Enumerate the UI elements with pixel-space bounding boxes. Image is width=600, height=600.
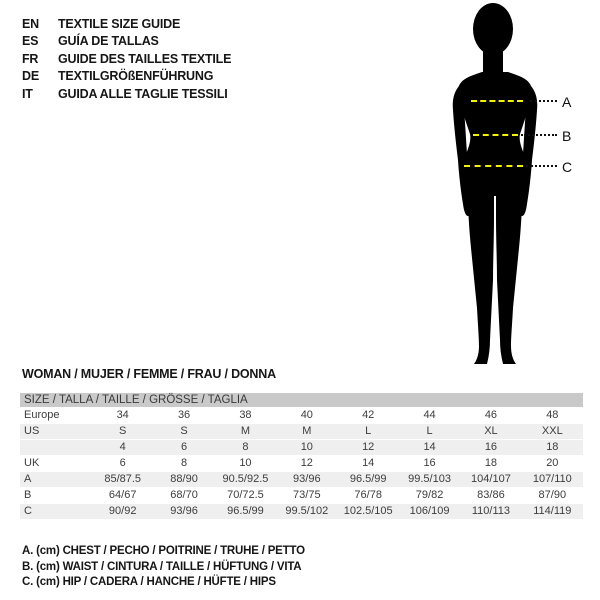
table-cell: 6	[153, 440, 214, 456]
table-cell: 93/96	[153, 504, 214, 520]
measurement-line-b-dash	[473, 134, 518, 136]
table-cell: 85/87.5	[92, 472, 153, 488]
language-label: GUIDE DES TAILLES TEXTILE	[58, 51, 232, 66]
table-cell: 79/82	[399, 488, 460, 504]
language-list	[22, 16, 231, 103]
row-label	[20, 440, 92, 456]
table-row	[20, 456, 583, 472]
language-row	[22, 51, 231, 68]
table-cell: 76/78	[338, 488, 399, 504]
table-cell: 93/96	[276, 472, 337, 488]
table-cell: 102.5/105	[338, 504, 399, 520]
table-cell: 18	[522, 440, 583, 456]
table-cell: 96.5/99	[338, 472, 399, 488]
row-label: Europe	[20, 408, 92, 424]
table-cell: 34	[92, 408, 153, 424]
legend-line: A. (cm) CHEST / PECHO / POITRINE / TRUHE / PETTO	[22, 545, 305, 557]
table-cell: 64/67	[92, 488, 153, 504]
size-table	[20, 393, 583, 520]
row-label: UK	[20, 456, 92, 472]
table-cell: 88/90	[153, 472, 214, 488]
measurement-line-c-dash	[464, 165, 523, 167]
table-cell: 16	[399, 456, 460, 472]
measurement-label-b: B	[562, 128, 572, 144]
table-cell: 14	[399, 440, 460, 456]
table-cell: 114/119	[522, 504, 583, 520]
row-label: US	[20, 424, 92, 440]
language-label: GUÍA DE TALLAS	[58, 34, 159, 49]
table-cell: 10	[215, 456, 276, 472]
language-row	[22, 16, 231, 33]
table-cell: 90/92	[92, 504, 153, 520]
table-cell: 36	[153, 408, 214, 424]
table-cell: 6	[92, 456, 153, 472]
table-cell: 48	[522, 408, 583, 424]
table-cell: 104/107	[460, 472, 521, 488]
silhouette-torso-legs	[458, 72, 532, 364]
section-title: WOMAN / MUJER / FEMME / FRAU / DONNA	[22, 367, 276, 381]
row-label: A	[20, 472, 92, 488]
table-cell: 107/110	[522, 472, 583, 488]
language-row	[22, 33, 231, 50]
table-row	[20, 440, 583, 456]
woman-silhouette	[448, 2, 542, 366]
table-cell: 20	[522, 456, 583, 472]
table-cell: XL	[460, 424, 521, 440]
table-cell: 12	[276, 456, 337, 472]
table-cell: 96.5/99	[215, 504, 276, 520]
legend-line: C. (cm) HIP / CADERA / HANCHE / HÜFTE / HIPS	[22, 576, 276, 588]
row-label: C	[20, 504, 92, 520]
table-cell: 10	[276, 440, 337, 456]
language-code: DE	[22, 69, 39, 84]
measurement-line-c-leader	[526, 165, 557, 167]
silhouette-neck	[483, 44, 503, 74]
table-cell: 42	[338, 408, 399, 424]
language-code: ES	[22, 34, 39, 49]
table-cell: 16	[460, 440, 521, 456]
table-cell: 8	[215, 440, 276, 456]
table-row	[20, 408, 583, 424]
table-cell: 68/70	[153, 488, 214, 504]
language-label: TEXTILE SIZE GUIDE	[58, 17, 181, 31]
language-row	[22, 86, 231, 103]
table-cell: 70/72.5	[215, 488, 276, 504]
table-cell: 40	[276, 408, 337, 424]
table-row	[20, 424, 583, 440]
table-cell: L	[399, 424, 460, 440]
measurement-line-a-dash	[471, 100, 523, 102]
table-cell: 106/109	[399, 504, 460, 520]
table-cell: 14	[338, 456, 399, 472]
table-cell: M	[215, 424, 276, 440]
table-cell: 87/90	[522, 488, 583, 504]
table-cell: 83/86	[460, 488, 521, 504]
table-cell: XXL	[522, 424, 583, 440]
table-cell: S	[153, 424, 214, 440]
table-cell: 4	[92, 440, 153, 456]
table-cell: L	[338, 424, 399, 440]
table-cell: S	[92, 424, 153, 440]
table-header-row	[20, 393, 583, 408]
table-cell: M	[276, 424, 337, 440]
row-label: B	[20, 488, 92, 504]
table-row	[20, 472, 583, 488]
table-row	[20, 488, 583, 504]
language-code: FR	[22, 51, 39, 66]
table-cell: 44	[399, 408, 460, 424]
language-label: GUIDA ALLE TAGLIE TESSILI	[58, 86, 228, 101]
measurement-line-a-leader	[530, 100, 557, 102]
woman-silhouette-svg	[448, 2, 542, 366]
language-code: IT	[22, 86, 33, 101]
measurement-legend	[22, 544, 305, 591]
table-cell: 12	[338, 440, 399, 456]
language-code: EN	[22, 17, 39, 31]
table-cell: 18	[460, 456, 521, 472]
table-cell: 46	[460, 408, 521, 424]
table-cell: 90.5/92.5	[215, 472, 276, 488]
table-row	[20, 504, 583, 520]
table-cell: 99.5/103	[399, 472, 460, 488]
table-cell: 38	[215, 408, 276, 424]
legend-line: B. (cm) WAIST / CINTURA / TAILLE / HÜFTUNG / VITA	[22, 560, 302, 573]
measurement-label-c: C	[562, 159, 573, 175]
table-cell: 99.5/102	[276, 504, 337, 520]
measurement-label-a: A	[562, 94, 572, 110]
table-cell: 73/75	[276, 488, 337, 504]
table-cell: 8	[153, 456, 214, 472]
table-cell: 110/113	[460, 504, 521, 520]
language-label: TEXTILGRÖßENFÜHRUNG	[58, 69, 214, 84]
table-header: SIZE / TALLA / TAILLE / GRÖSSE / TAGLIA	[20, 393, 583, 408]
measurement-line-b-leader	[521, 134, 557, 136]
language-row	[22, 68, 231, 85]
